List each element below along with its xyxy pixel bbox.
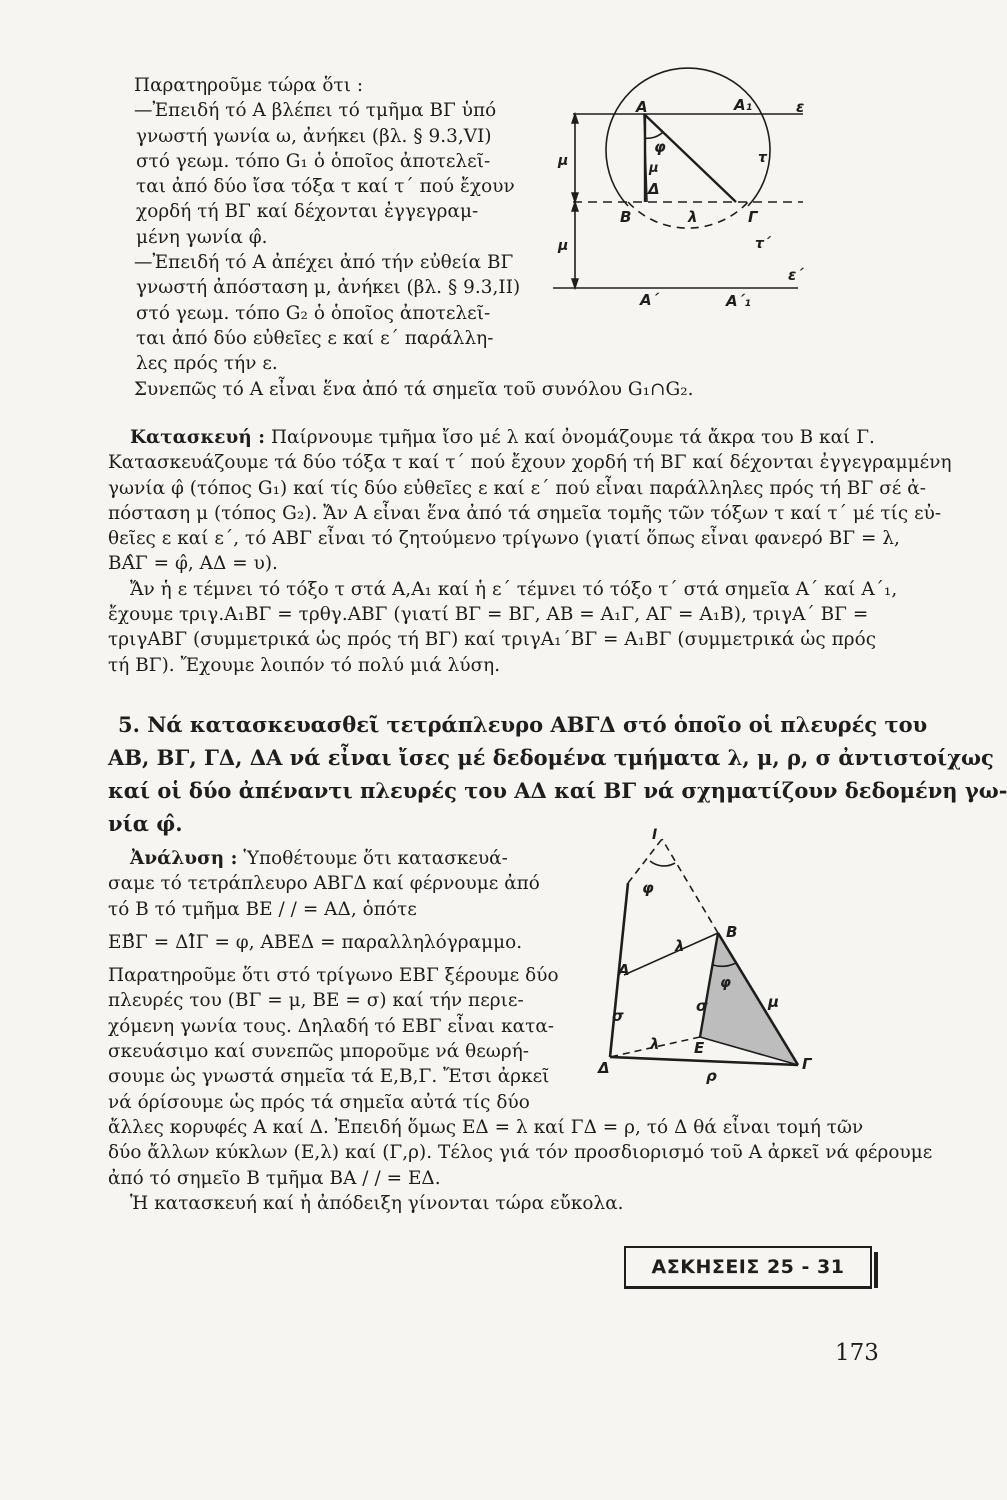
text-line: ΑΒ, ΒΓ, ΓΔ, ΔΑ νά εἶναι ἴσες μέ δεδομένα τμήματα λ, μ, ρ, σ ἀντιστοίχως: [108, 745, 994, 770]
text-line: σκευάσιμο καί συνεπῶς μποροῦμε νά θεωρή-: [108, 1041, 530, 1063]
text-line: χόμενη γωνία τους. Δηλαδή τό ΕΒΓ εἶναι κατα-: [108, 1015, 555, 1037]
text-line: τή ΒΓ). Ἔχουμε λοιπόν τό πολύ μιά λύση.: [108, 654, 501, 676]
label-rho: ρ: [706, 1067, 717, 1085]
text-line: πόσταση μ (τόπος G₂). Ἄν Α εἶναι ἕνα ἀπό τά σημεῖα τομῆς τῶν τόξων τ καί τ΄ μέ τίς εὐ-: [108, 502, 942, 524]
text-line: Συνεπῶς τό Α εἶναι ἕνα ἀπό τά σημεῖα τοῦ συνόλου G₁∩G₂.: [134, 378, 694, 400]
label-E: Ε: [694, 1039, 705, 1057]
label-B: Β: [726, 923, 738, 941]
label-epsilon: ε: [796, 98, 805, 116]
side-gd: [610, 1057, 798, 1065]
label-phi-top: φ: [642, 879, 654, 897]
text-line: —Ἐπειδή τό Α ἀπέχει ἀπό τήν εὐθεία ΒΓ: [134, 252, 514, 274]
extension-da: [628, 839, 662, 883]
label-lambda: λ: [688, 208, 698, 226]
label-A: Α: [618, 961, 630, 979]
text-line: ΒΑ̂Γ = φ̂, ΑΔ = υ).: [108, 553, 278, 575]
label-delta: Δ: [648, 180, 660, 198]
text-line: τριγΑΒΓ (συμμετρικά ὡς πρός τή ΒΓ) καί τριγΑ₁΄ΒΓ = Α₁ΒΓ (συμμετρικά ὡς πρός: [108, 629, 877, 651]
label-mu-bottom: μ: [558, 238, 569, 254]
text-line: θεῖες ε καί ε΄, τό ΑΒΓ εἶναι τό ζητούμενο τρίγωνο (γιατί ὅπως εἶναι φανερό ΒΓ = λ,: [108, 528, 900, 550]
text-line: μένη γωνία φ̂.: [136, 226, 268, 248]
text-line: δύο ἄλλων κύκλων (Ε,λ) καί (Γ,ρ). Τέλος γιά τόν προσδιορισμό τοῦ Α ἀρκεῖ νά φέρουμε: [108, 1142, 933, 1164]
label-G: Γ: [748, 208, 758, 226]
text-line: 5. Νά κατασκευασθεῖ τετράπλευρο ΑΒΓΔ στό ὁποῖο οἱ πλευρές του: [118, 712, 928, 737]
construction-label: Κατασκευή :: [130, 427, 266, 448]
text-line: [108, 425, 952, 450]
text-line: σουμε ὡς γνωστά σημεῖα τά Ε,Β,Γ. Ἔτσι ἀρκεῖ: [108, 1066, 550, 1088]
text-line: στό γεωμ. τόπο G₂ ὁ ὁποῖος ἀποτελεῖ-: [136, 302, 491, 324]
label-D: Δ: [598, 1059, 610, 1077]
page-number: 173: [835, 1340, 879, 1366]
text-line: στό γεωμ. τόπο G₁ ὁ ὁποῖος ἀποτελεῖ-: [136, 150, 491, 172]
text-line: ται ἀπό δύο ἴσα τόξα τ καί τ΄ πού ἔχουν: [136, 176, 515, 198]
text-line: γωνία φ̂ (τόπος G₁) καί τίς δύο εὐθεῖες ε καί ε΄ πού εἶναι παράλληλες πρός τή ΒΓ σέ ἀ-: [108, 477, 927, 499]
text-line: νά όρίσουμε ὡς πρός τά σημεῖα αὐτά τίς δύο: [108, 1091, 530, 1113]
label-B: Β: [620, 208, 632, 226]
exercises-reference-box: ΑΣΚΗΣΕΙΣ 25 - 31: [624, 1246, 872, 1289]
label-sigma-left: σ: [612, 1007, 624, 1025]
extension-gb: [662, 839, 718, 933]
text-line: ἀπό τό σημεῖο Β τμῆμα ΒΑ / / = ΕΔ.: [108, 1167, 441, 1189]
label-lambda-ed: λ: [650, 1035, 660, 1053]
text-line: Παρατηροῦμε τώρα ὅτι :: [134, 75, 364, 96]
text-line: χορδή τή ΒΓ καί δέχονται ἐγγεγραμ-: [136, 201, 479, 223]
label-mu: μ: [768, 993, 780, 1011]
text-line: γνωστή ἀπόσταση μ, ἀνήκει (βλ. § 9.3,ΙΙ): [136, 277, 521, 299]
label-A1-prime: Α΄₁: [726, 292, 751, 310]
figure-quadrilateral: [600, 825, 820, 1085]
exercise-5-statement: [108, 708, 1007, 840]
text-line: ται ἀπό δύο εὐθεῖες ε καί ε΄ παράλλη-: [136, 327, 494, 349]
label-I: Ι: [652, 827, 658, 843]
label-phi: φ: [654, 138, 666, 156]
text-line: Ἡ κατασκευή καί ἡ ἀπόδειξη γίνονται τώρα εὔκολα.: [130, 1192, 624, 1214]
label-lambda-ab: λ: [675, 937, 685, 955]
text-line: ἄλλες κορυφές Α καί Δ. Ἐπειδή ὅμως ΕΔ = λ καί ΓΔ = ρ, τό Δ θά εἶναι τομή τῶν: [108, 1116, 864, 1138]
label-tau-prime: τ΄: [755, 236, 771, 252]
label-A1: Α₁: [734, 96, 753, 114]
construction-first-line: Παίρνουμε τμῆμα ἴσο μέ λ καί ὀνομάζουμε τά ἄκρα του Β καί Γ.: [265, 427, 875, 448]
label-tau: τ: [758, 150, 767, 166]
text-line: γνωστή γωνία ω, ἀνήκει (βλ. § 9.3,VI): [136, 125, 492, 147]
label-A-prime: Α΄: [640, 291, 659, 309]
label-phi-inner: φ: [720, 975, 731, 991]
side-ab: [624, 933, 718, 975]
text-line: τό Β τό τμῆμα ΒΕ / / = ΑΔ, ὁπότε: [108, 898, 417, 920]
text-line: σαμε τό τετράπλευρο ΑΒΓΔ καί φέρνουμε ἀπό: [108, 873, 540, 895]
text-line: ἔχουμε τριγ.Α₁ΒΓ = τρθγ.ΑΒΓ (γιατί ΒΓ = ΒΓ, ΑΒ = Α₁Γ, ΑΓ = Α₁Β), τριγΑ΄ ΒΓ =: [108, 604, 869, 626]
construction-block: [108, 425, 952, 678]
label-epsilon-prime: ε΄: [788, 266, 803, 284]
label-mu-inner: μ: [649, 161, 659, 176]
text-line: λες πρός τήν ε.: [136, 353, 278, 375]
text-line: Ἄν ἡ ε τέμνει τό τόξο τ στά Α,Α₁ καί ἡ ε΄ τέμνει τό τόξο τ΄ στά σημεῖα Α΄ καί Α΄₁,: [130, 578, 898, 600]
label-sigma-mid: σ: [696, 997, 708, 1015]
angle-mark-top: [650, 861, 675, 866]
text-line: καί οἱ δύο ἀπέναντι πλευρές του ΑΔ καί ΒΓ νά σχηματίζουν δεδομένη γω-: [108, 778, 1007, 803]
label-G: Γ: [802, 1055, 812, 1073]
figure-arc-construction: [548, 90, 838, 315]
analysis-first-line: Ὑποθέτουμε ὅτι κατασκευά-: [237, 848, 508, 869]
label-mu-top: μ: [558, 153, 569, 169]
label-A: Α: [636, 98, 648, 116]
text-line: πλευρές του (ΒΓ = μ, ΒΕ = σ) καί τήν περιε-: [108, 990, 524, 1012]
text-line: νία φ̂.: [108, 811, 183, 836]
text-line: ΕΒ̂Γ = ΔΙ̂Γ = φ, ΑΒΕΔ = παραλληλόγραμμο.: [108, 931, 523, 953]
text-line: Κατασκευάζουμε τά δύο τόξα τ καί τ΄ πού ἔχουν χορδή τή ΒΓ καί δέχονται ἐγγεγραμμένη: [108, 452, 952, 474]
text-line: Παρατηροῦμε ὅτι στό τρίγωνο ΕΒΓ ξέρουμε δύο: [108, 965, 559, 987]
analysis-label: Ἀνάλυση :: [130, 848, 238, 869]
text-line: —Ἐπειδή τό Α βλέπει τό τμῆμα ΒΓ ὑπό: [134, 100, 497, 122]
